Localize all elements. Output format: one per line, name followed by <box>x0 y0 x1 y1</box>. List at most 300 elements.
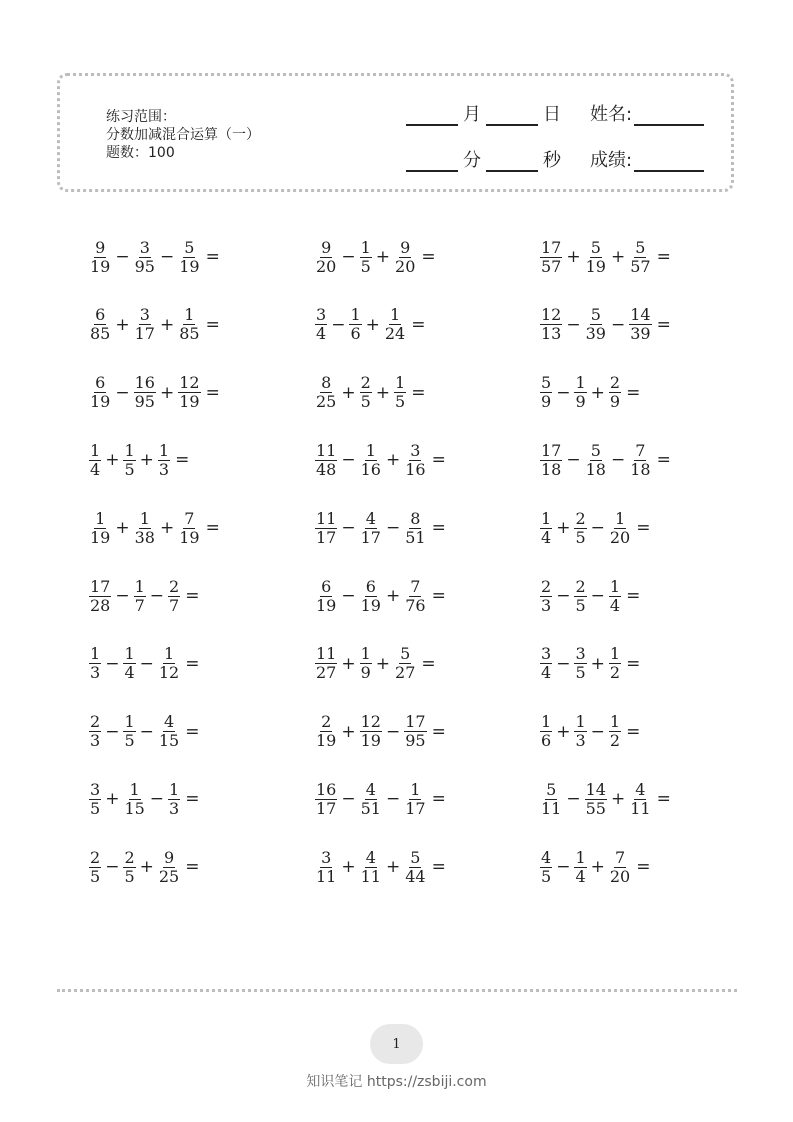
plus-operator: + <box>385 586 401 606</box>
denominator: 19 <box>90 256 111 276</box>
fraction <box>540 442 562 479</box>
denominator: 57 <box>630 256 651 276</box>
numerator: 9 <box>95 237 106 257</box>
denominator: 19 <box>316 595 337 615</box>
problem-item <box>88 367 220 419</box>
equals-sign: = <box>185 586 200 606</box>
equals-sign: = <box>205 382 220 403</box>
fraction <box>609 645 621 682</box>
denominator: 15 <box>158 731 180 751</box>
problem-item <box>88 502 220 554</box>
minus-operator: − <box>149 789 165 810</box>
equals-sign: = <box>431 450 446 471</box>
equals-sign: = <box>626 721 641 742</box>
numerator: 4 <box>541 847 552 867</box>
plus-operator: + <box>341 653 356 674</box>
fraction <box>89 510 111 547</box>
numerator: 3 <box>410 440 421 460</box>
denominator: 20 <box>609 527 631 547</box>
plus-operator: + <box>375 653 391 674</box>
month-label: 月 <box>463 104 481 125</box>
numerator: 1 <box>124 440 135 460</box>
numerator: 6 <box>95 305 106 325</box>
footer-divider <box>57 989 737 992</box>
numerator: 7 <box>635 440 646 460</box>
minus-operator: − <box>385 518 401 539</box>
minus-operator: − <box>590 518 605 539</box>
fraction <box>629 306 651 343</box>
denominator: 5 <box>124 866 135 886</box>
denominator: 19 <box>90 527 111 547</box>
denominator: 11 <box>360 866 381 886</box>
minus-operator: − <box>341 518 356 539</box>
denominator: 11 <box>630 798 651 818</box>
numerator: 2 <box>575 508 586 528</box>
plus-operator: + <box>385 857 401 878</box>
plus-operator: + <box>385 450 401 471</box>
problem-item <box>314 502 446 554</box>
numerator: 1 <box>360 237 371 257</box>
page-number-badge <box>370 1024 423 1064</box>
numerator: 17 <box>90 576 111 596</box>
minus-operator: − <box>341 450 356 471</box>
plus-operator: + <box>115 314 130 335</box>
minus-operator: − <box>115 586 130 606</box>
denominator: 4 <box>541 663 552 683</box>
minus-operator: − <box>590 721 605 742</box>
plus-operator: + <box>115 518 130 539</box>
denominator: 3 <box>575 731 586 751</box>
denominator: 11 <box>316 866 337 886</box>
denominator: 19 <box>179 392 200 412</box>
fraction <box>609 849 631 886</box>
denominator: 15 <box>124 798 145 818</box>
fraction <box>360 849 382 886</box>
plus-operator: + <box>375 382 391 403</box>
plus-operator: + <box>590 382 605 403</box>
numerator: 1 <box>129 779 140 799</box>
equals-sign: = <box>626 653 641 674</box>
denominator: 95 <box>405 731 426 751</box>
numerator: 2 <box>609 373 621 393</box>
numerator: 11 <box>316 440 337 460</box>
numerator: 5 <box>546 779 557 799</box>
numerator: 1 <box>614 508 626 528</box>
minus-operator: − <box>105 857 120 878</box>
equals-sign: = <box>421 653 436 674</box>
denominator: 3 <box>90 731 101 751</box>
plus-operator: + <box>341 721 356 742</box>
denominator: 5 <box>90 798 101 818</box>
denominator: 25 <box>316 392 337 412</box>
numerator: 5 <box>635 237 646 257</box>
problem-item <box>314 434 446 486</box>
numerator: 12 <box>360 712 381 732</box>
denominator: 48 <box>316 459 337 479</box>
fraction <box>168 578 180 615</box>
numerator: 1 <box>134 576 145 596</box>
denominator: 11 <box>541 798 562 818</box>
fraction <box>158 849 180 886</box>
plus-operator: + <box>139 450 154 471</box>
problem-item <box>314 231 436 283</box>
numerator: 1 <box>163 644 175 664</box>
equals-sign: = <box>656 789 671 810</box>
denominator: 3 <box>541 595 552 615</box>
equals-sign: = <box>636 857 651 878</box>
numerator: 2 <box>321 712 332 732</box>
fraction <box>360 510 382 547</box>
denominator: 19 <box>360 595 381 615</box>
equals-sign: = <box>431 789 446 810</box>
fraction <box>178 239 200 276</box>
denominator: 6 <box>541 731 552 751</box>
second-label: 秒 <box>543 150 561 171</box>
problem-item <box>539 434 671 486</box>
fraction <box>394 645 416 682</box>
problem-item <box>88 434 189 486</box>
plus-operator: + <box>556 518 571 539</box>
problem-count-label: 题数：100 <box>106 145 175 161</box>
numerator: 8 <box>321 373 332 393</box>
plus-operator: + <box>139 857 154 878</box>
problem-item <box>88 706 199 758</box>
fraction <box>315 645 337 682</box>
denominator: 4 <box>541 527 552 547</box>
equals-sign: = <box>205 247 220 267</box>
fraction <box>394 374 406 411</box>
minus-operator: − <box>556 382 571 403</box>
fraction <box>123 645 135 682</box>
numerator: 2 <box>541 576 552 596</box>
plus-operator: + <box>159 382 175 403</box>
numerator: 14 <box>585 779 606 799</box>
range-label: 练习范围： <box>106 109 176 125</box>
numerator: 8 <box>410 508 421 528</box>
problem-item <box>314 773 446 825</box>
numerator: 1 <box>389 305 401 325</box>
denominator: 3 <box>158 459 170 479</box>
numerator: 3 <box>541 644 552 664</box>
numerator: 1 <box>184 305 195 325</box>
numerator: 14 <box>630 305 651 325</box>
denominator: 9 <box>360 663 371 683</box>
numerator: 17 <box>541 440 562 460</box>
minus-operator: − <box>149 586 165 606</box>
minus-operator: − <box>105 653 120 674</box>
equals-sign: = <box>431 857 446 878</box>
numerator: 16 <box>134 373 155 393</box>
problem-item <box>539 570 640 622</box>
denominator: 9 <box>609 392 621 412</box>
fraction <box>574 849 586 886</box>
name-label: 姓名: <box>590 104 633 125</box>
numerator: 5 <box>590 305 601 325</box>
numerator: 1 <box>360 644 371 664</box>
numerator: 1 <box>95 508 106 528</box>
problem-item <box>539 502 650 554</box>
denominator: 19 <box>316 731 337 751</box>
numerator: 5 <box>410 847 421 867</box>
fraction <box>540 713 552 750</box>
fraction <box>574 510 586 547</box>
fraction <box>629 781 651 818</box>
minus-operator: − <box>610 450 626 471</box>
numerator: 2 <box>575 576 586 596</box>
numerator: 2 <box>90 712 101 732</box>
minute-label: 分 <box>463 150 481 171</box>
fraction <box>89 781 101 818</box>
numerator: 6 <box>365 576 376 596</box>
fraction <box>609 374 621 411</box>
fraction <box>360 781 382 818</box>
fraction <box>89 239 111 276</box>
minus-operator: − <box>385 721 401 742</box>
fraction <box>89 645 101 682</box>
fraction <box>540 781 562 818</box>
fraction <box>315 239 337 276</box>
fraction <box>609 578 621 615</box>
problem-item <box>88 231 220 283</box>
equals-sign: = <box>205 518 220 539</box>
fraction <box>360 239 372 276</box>
denominator: 27 <box>316 663 337 683</box>
plus-operator: + <box>159 314 175 335</box>
minus-operator: − <box>159 247 175 267</box>
equals-sign: = <box>626 586 641 606</box>
numerator: 2 <box>360 373 371 393</box>
numerator: 1 <box>90 440 101 460</box>
fraction <box>404 713 426 750</box>
fraction <box>540 306 562 343</box>
numerator: 1 <box>350 305 361 325</box>
fraction <box>540 374 552 411</box>
fraction <box>158 645 180 682</box>
fraction <box>404 849 426 886</box>
page-number: 1 <box>392 1036 401 1052</box>
denominator: 3 <box>90 663 101 683</box>
numerator: 17 <box>405 712 426 732</box>
denominator: 5 <box>124 459 135 479</box>
fraction <box>360 442 382 479</box>
denominator: 12 <box>158 663 180 683</box>
minus-operator: − <box>139 721 154 742</box>
fraction <box>540 578 552 615</box>
problem-item <box>539 773 671 825</box>
denominator: 20 <box>395 256 416 276</box>
denominator: 19 <box>179 527 200 547</box>
equals-sign: = <box>431 721 446 742</box>
minus-operator: − <box>566 789 581 810</box>
fraction <box>315 578 337 615</box>
minus-operator: − <box>341 247 356 267</box>
problem-item <box>539 367 640 419</box>
fraction <box>134 306 156 343</box>
denominator: 27 <box>395 663 416 683</box>
numerator: 1 <box>365 440 376 460</box>
fraction <box>315 510 337 547</box>
score-label: 成绩: <box>590 150 633 171</box>
minus-operator: − <box>556 653 571 674</box>
numerator: 7 <box>614 847 626 867</box>
problem-item <box>88 841 199 893</box>
equals-sign: = <box>411 382 426 403</box>
fraction <box>123 849 135 886</box>
numerator: 1 <box>541 712 552 732</box>
numerator: 3 <box>90 779 101 799</box>
denominator: 9 <box>575 392 586 412</box>
denominator: 5 <box>360 392 371 412</box>
fraction <box>89 442 101 479</box>
fraction <box>629 239 651 276</box>
numerator: 3 <box>575 644 586 664</box>
plus-operator: + <box>556 721 571 742</box>
fraction <box>158 442 170 479</box>
numerator: 1 <box>158 440 170 460</box>
problem-item <box>88 299 220 351</box>
denominator: 5 <box>541 866 552 886</box>
fraction <box>349 306 361 343</box>
plus-operator: + <box>341 857 356 878</box>
fraction <box>178 510 200 547</box>
denominator: 5 <box>575 663 586 683</box>
numerator: 4 <box>163 712 175 732</box>
plus-operator: + <box>590 857 605 878</box>
numerator: 17 <box>541 237 562 257</box>
fraction <box>585 306 607 343</box>
plus-operator: + <box>610 789 626 810</box>
numerator: 9 <box>321 237 332 257</box>
fraction <box>574 578 586 615</box>
equals-sign: = <box>656 450 671 471</box>
numerator: 5 <box>400 644 411 664</box>
fraction <box>315 849 337 886</box>
numerator: 1 <box>139 508 150 528</box>
numerator: 5 <box>590 440 601 460</box>
fraction <box>168 781 180 818</box>
numerator: 1 <box>395 373 406 393</box>
denominator: 16 <box>405 459 426 479</box>
denominator: 17 <box>405 798 426 818</box>
denominator: 57 <box>541 256 562 276</box>
numerator: 1 <box>124 712 135 732</box>
denominator: 39 <box>585 324 606 344</box>
numerator: 7 <box>184 508 195 528</box>
fraction <box>315 781 337 818</box>
fraction <box>360 374 372 411</box>
minus-operator: − <box>341 789 356 810</box>
minus-operator: − <box>139 653 154 674</box>
numerator: 2 <box>169 576 180 596</box>
denominator: 7 <box>169 595 180 615</box>
problem-item <box>314 299 425 351</box>
numerator: 1 <box>90 644 101 664</box>
minus-operator: − <box>105 721 120 742</box>
problem-item <box>88 773 199 825</box>
denominator: 76 <box>405 595 426 615</box>
fraction <box>540 239 562 276</box>
numerator: 11 <box>316 508 337 528</box>
fraction <box>404 510 426 547</box>
denominator: 9 <box>541 392 552 412</box>
numerator: 7 <box>410 576 421 596</box>
plus-operator: + <box>365 314 380 335</box>
fraction <box>315 442 337 479</box>
minus-operator: − <box>115 382 130 403</box>
day-label: 日 <box>543 104 561 125</box>
equals-sign: = <box>431 586 446 606</box>
equals-sign: = <box>656 314 671 335</box>
fraction <box>540 645 552 682</box>
fraction <box>384 306 406 343</box>
equals-sign: = <box>185 721 200 742</box>
minus-operator: − <box>341 586 356 606</box>
fraction <box>360 578 382 615</box>
numerator: 1 <box>575 847 586 867</box>
denominator: 19 <box>90 392 111 412</box>
topic-label: 分数加减混合运算（一） <box>106 127 260 143</box>
denominator: 13 <box>541 324 562 344</box>
fraction <box>574 713 586 750</box>
problem-item <box>88 638 199 690</box>
fraction <box>609 713 621 750</box>
fraction <box>123 781 145 818</box>
minus-operator: − <box>385 789 401 810</box>
plus-operator: + <box>341 382 356 403</box>
problem-item <box>539 299 671 351</box>
plus-operator: + <box>590 653 605 674</box>
denominator: 5 <box>395 392 406 412</box>
denominator: 95 <box>134 256 155 276</box>
denominator: 17 <box>316 798 337 818</box>
numerator: 5 <box>590 237 601 257</box>
numerator: 6 <box>321 576 332 596</box>
problem-item <box>539 231 671 283</box>
denominator: 5 <box>575 595 586 615</box>
fraction <box>629 442 651 479</box>
numerator: 1 <box>575 712 586 732</box>
denominator: 18 <box>541 459 562 479</box>
fraction <box>134 374 156 411</box>
fraction <box>123 713 135 750</box>
numerator: 9 <box>400 237 411 257</box>
denominator: 44 <box>405 866 426 886</box>
equals-sign: = <box>175 450 190 471</box>
numerator: 4 <box>365 847 376 867</box>
numerator: 1 <box>541 508 552 528</box>
denominator: 17 <box>360 527 381 547</box>
denominator: 5 <box>124 731 135 751</box>
numerator: 1 <box>609 644 621 664</box>
denominator: 3 <box>169 798 180 818</box>
denominator: 51 <box>360 798 381 818</box>
fraction <box>394 239 416 276</box>
fraction <box>158 713 180 750</box>
numerator: 2 <box>124 847 135 867</box>
denominator: 4 <box>90 459 101 479</box>
numerator: 2 <box>90 847 101 867</box>
site-watermark: 知识笔记 https://zsbiji.com <box>306 1074 487 1090</box>
problem-item <box>314 706 446 758</box>
denominator: 5 <box>575 527 586 547</box>
fraction <box>89 306 111 343</box>
fraction <box>89 374 111 411</box>
fraction <box>89 849 101 886</box>
denominator: 55 <box>585 798 606 818</box>
denominator: 4 <box>316 324 327 344</box>
denominator: 85 <box>179 324 200 344</box>
fraction <box>404 442 426 479</box>
